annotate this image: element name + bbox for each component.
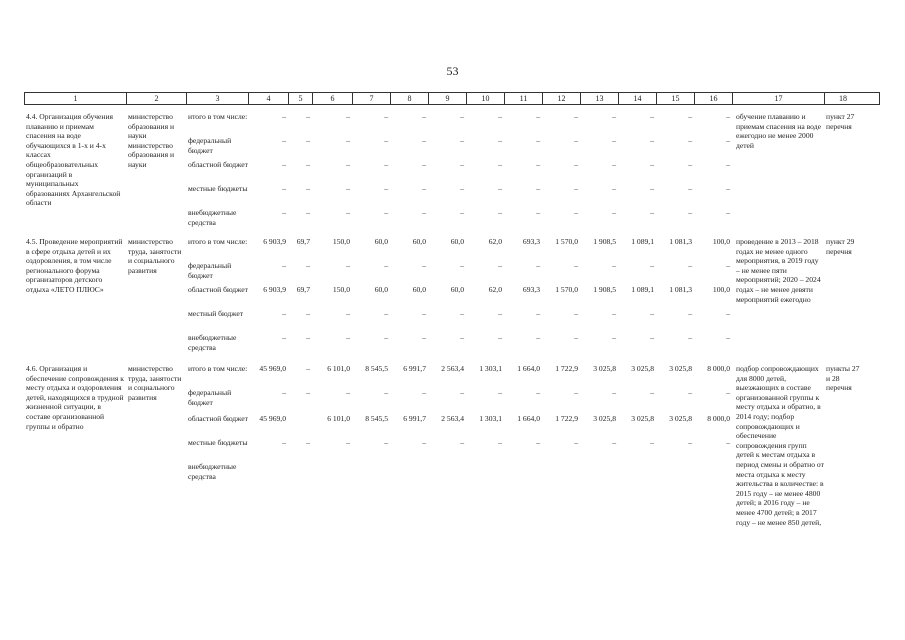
funding-value: 8 545,5	[365, 414, 388, 423]
funding-value: –	[460, 388, 464, 397]
funding-value: –	[282, 333, 286, 342]
funding-value: –	[574, 112, 578, 121]
header-cell-1: 1	[25, 93, 127, 104]
funding-value: –	[306, 333, 310, 342]
funding-value: –	[282, 160, 286, 169]
page-number: 53	[446, 64, 459, 78]
funding-value: 6 903,9	[263, 285, 286, 294]
funding-value: 1 664,0	[517, 364, 540, 373]
funding-value: –	[650, 438, 654, 447]
funding-value: –	[346, 261, 350, 270]
funding-value: –	[306, 261, 310, 270]
funding-source-label: итого в том числе:	[188, 364, 248, 373]
funding-value: –	[346, 388, 350, 397]
table-header-row	[24, 92, 880, 105]
funding-value: –	[726, 309, 730, 318]
header-cell-12: 12	[543, 93, 581, 104]
funding-value: 1 303,1	[479, 414, 502, 423]
funding-value: 693,3	[522, 237, 540, 246]
funding-value: –	[422, 333, 426, 342]
funding-value: –	[422, 208, 426, 217]
funding-value: 3 025,8	[593, 414, 616, 423]
funding-value: –	[536, 112, 540, 121]
funding-value: –	[612, 184, 616, 193]
funding-value: 2 563,4	[441, 414, 464, 423]
funding-value: 100,0	[712, 285, 730, 294]
activity-title: 4.6. Организация и обеспечение сопровождения к месту отдыха и оздоровления детей, находящихся в трудной жизненной ситуации, в составе организованной группы и обратно	[26, 364, 124, 431]
funding-value: –	[688, 388, 692, 397]
funding-value: 8 000,0	[707, 414, 730, 423]
result-text: подбор сопровождающих для 8000 детей, выезжающих в составе организованной группы к месту отдыха и обратно, в 2014 году; подбор сопровождающих и обеспечение сопровождения групп детей к местам отдыха в период смены и обратно от места отдыха к месту жительства в количестве: в 2015 году – не менее 4800 детей; в 2016 году – не менее 4700 детей; в 2017 году – не менее 850 детей,	[736, 364, 824, 527]
table-row-4.4	[24, 112, 880, 232]
funding-value: 1 908,5	[593, 237, 616, 246]
header-cell-17: 17	[733, 93, 825, 104]
funding-value: –	[574, 333, 578, 342]
funding-value: –	[612, 208, 616, 217]
funding-value: –	[346, 309, 350, 318]
funding-value: 1 089,1	[631, 285, 654, 294]
funding-value: –	[384, 309, 388, 318]
funding-value: –	[574, 136, 578, 145]
funding-value: –	[498, 438, 502, 447]
funding-value: –	[498, 208, 502, 217]
reference: пункты 27 и 28 перечня	[826, 364, 860, 393]
funding-value: 60,0	[412, 285, 426, 294]
header-cell-18: 18	[839, 94, 847, 103]
funding-value: –	[498, 112, 502, 121]
funding-value: –	[422, 438, 426, 447]
funding-value: 3 025,8	[669, 414, 692, 423]
funding-source-label: областной бюджет	[188, 285, 248, 294]
funding-value: –	[460, 309, 464, 318]
funding-source-label: федеральный бюджет	[188, 388, 232, 407]
funding-value: –	[574, 160, 578, 169]
funding-value: 1 570,0	[555, 237, 578, 246]
funding-value: –	[306, 438, 310, 447]
funding-value: 6 903,9	[263, 237, 286, 246]
funding-value: –	[498, 261, 502, 270]
funding-value: –	[612, 160, 616, 169]
funding-value: –	[536, 184, 540, 193]
funding-value: –	[574, 438, 578, 447]
funding-value: –	[422, 309, 426, 318]
funding-value: 1 081,3	[669, 237, 692, 246]
funding-value: –	[460, 438, 464, 447]
funding-value: –	[536, 438, 540, 447]
funding-value: –	[498, 136, 502, 145]
funding-value: –	[460, 112, 464, 121]
funding-value: –	[650, 160, 654, 169]
header-cell-2: 2	[127, 93, 187, 104]
funding-value: 69,7	[296, 237, 310, 246]
funding-value: –	[650, 136, 654, 145]
header-cell-5: 5	[289, 93, 313, 104]
header-cell-13: 13	[581, 93, 619, 104]
funding-value: –	[460, 136, 464, 145]
funding-source-label: внебюджетные средства	[188, 462, 237, 481]
funding-source-label: местный бюджет	[188, 309, 244, 318]
funding-value: –	[726, 136, 730, 145]
funding-value: 6 101,0	[327, 414, 350, 423]
funding-value: –	[306, 364, 310, 373]
funding-value: 3 025,8	[631, 364, 654, 373]
funding-value: 1 722,9	[555, 364, 578, 373]
funding-source-label: областной бюджет	[188, 414, 248, 423]
funding-value: –	[346, 208, 350, 217]
funding-value: –	[306, 160, 310, 169]
funding-value: –	[422, 388, 426, 397]
funding-source-label: федеральный бюджет	[188, 136, 232, 155]
funding-value: –	[650, 309, 654, 318]
funding-value: –	[726, 208, 730, 217]
funding-value: –	[346, 438, 350, 447]
funding-value: –	[422, 136, 426, 145]
funding-value: –	[726, 160, 730, 169]
funding-value: 60,0	[450, 285, 464, 294]
funding-value: –	[384, 136, 388, 145]
funding-value: 1 570,0	[555, 285, 578, 294]
funding-value: 3 025,8	[593, 364, 616, 373]
funding-value: –	[346, 136, 350, 145]
funding-value: –	[688, 208, 692, 217]
funding-value: –	[384, 261, 388, 270]
funding-value: –	[726, 184, 730, 193]
funding-value: 150,0	[332, 237, 350, 246]
funding-value: –	[306, 112, 310, 121]
result-text: проведение в 2013 – 2018 годах не менее одного мероприятия, в 2019 году – не менее пяти мероприятий; 2020 – 2024 годах – не менее девяти мероприятий ежегодно	[736, 237, 821, 304]
funding-source-label: местные бюджеты	[188, 438, 248, 447]
funding-value: –	[574, 309, 578, 318]
funding-value: –	[498, 388, 502, 397]
funding-value: –	[726, 261, 730, 270]
funding-value: –	[306, 184, 310, 193]
funding-value: –	[612, 388, 616, 397]
header-cell-7: 7	[353, 93, 391, 104]
header-cell-4: 4	[249, 93, 289, 104]
activity-title: 4.4. Организация обучения плаванию и приемам спасения на воде обучающихся в 1-х и 4-х классах общеобразовательных организаций в муниципальных образованиях Архангельской области	[26, 112, 121, 208]
funding-value: –	[282, 309, 286, 318]
funding-value: –	[282, 388, 286, 397]
funding-value: 60,0	[412, 237, 426, 246]
funding-value: –	[688, 261, 692, 270]
funding-value: –	[536, 208, 540, 217]
funding-value: –	[346, 333, 350, 342]
funding-value: –	[536, 388, 540, 397]
funding-value: –	[498, 333, 502, 342]
funding-value: –	[384, 438, 388, 447]
funding-source-label: итого в том числе:	[188, 112, 248, 121]
funding-value: –	[536, 309, 540, 318]
funding-value: –	[460, 160, 464, 169]
funding-value: –	[650, 333, 654, 342]
funding-value: 6 991,7	[403, 364, 426, 373]
funding-value: 69,7	[296, 285, 310, 294]
funding-value: –	[612, 309, 616, 318]
funding-value: –	[384, 160, 388, 169]
funding-value: 1 089,1	[631, 237, 654, 246]
funding-value: –	[498, 309, 502, 318]
funding-value: –	[688, 136, 692, 145]
funding-value: –	[460, 261, 464, 270]
funding-value: 62,0	[488, 285, 502, 294]
funding-value: –	[282, 438, 286, 447]
funding-value: 100,0	[712, 237, 730, 246]
funding-value: –	[726, 112, 730, 121]
funding-value: –	[384, 333, 388, 342]
executor: министерство труда, занятости и социального развития	[128, 237, 182, 275]
funding-value: –	[688, 333, 692, 342]
funding-value: –	[536, 136, 540, 145]
result-text: обучение плаванию и приемам спасения на воде ежегодно не менее 2000 детей	[736, 112, 821, 150]
funding-value: 45 969,0	[259, 414, 286, 423]
funding-value: –	[282, 184, 286, 193]
funding-value: –	[650, 112, 654, 121]
funding-value: –	[460, 333, 464, 342]
funding-value: –	[306, 309, 310, 318]
funding-value: –	[422, 261, 426, 270]
funding-value: –	[282, 261, 286, 270]
funding-value: 62,0	[488, 237, 502, 246]
funding-value: –	[422, 160, 426, 169]
funding-value: 1 664,0	[517, 414, 540, 423]
header-cell-9: 9	[429, 93, 467, 104]
funding-value: –	[536, 261, 540, 270]
funding-value: –	[688, 112, 692, 121]
funding-value: 150,0	[332, 285, 350, 294]
table-row-4.6	[24, 364, 880, 604]
funding-value: –	[688, 184, 692, 193]
funding-value: –	[612, 136, 616, 145]
funding-value: –	[612, 333, 616, 342]
funding-value: 6 101,0	[327, 364, 350, 373]
funding-value: –	[574, 208, 578, 217]
funding-value: –	[384, 388, 388, 397]
reference: пункт 27 перечня	[826, 112, 855, 131]
header-cell-10: 10	[467, 93, 505, 104]
funding-value: –	[650, 261, 654, 270]
funding-value: –	[460, 208, 464, 217]
funding-value: –	[536, 160, 540, 169]
funding-source-label: областной бюджет	[188, 160, 248, 169]
funding-value: –	[422, 184, 426, 193]
funding-value: 1 303,1	[479, 364, 502, 373]
header-cell-16: 16	[695, 93, 733, 104]
funding-value: –	[650, 208, 654, 217]
header-cell-8: 8	[391, 93, 429, 104]
funding-value: –	[688, 160, 692, 169]
funding-value: –	[422, 112, 426, 121]
funding-value: –	[726, 388, 730, 397]
funding-value: 1 081,3	[669, 285, 692, 294]
funding-source-label: внебюджетные средства	[188, 333, 237, 352]
funding-value: –	[536, 333, 540, 342]
funding-source-label: итого в том числе:	[188, 237, 248, 246]
funding-source-label: федеральный бюджет	[188, 261, 232, 280]
funding-value: –	[612, 112, 616, 121]
funding-value: –	[612, 261, 616, 270]
funding-value: 2 563,4	[441, 364, 464, 373]
funding-value: –	[282, 112, 286, 121]
header-cell-14: 14	[619, 93, 657, 104]
funding-value: 693,3	[522, 285, 540, 294]
funding-value: 60,0	[374, 285, 388, 294]
funding-source-label: местные бюджеты	[188, 184, 248, 193]
funding-value: –	[306, 136, 310, 145]
funding-value: –	[574, 184, 578, 193]
funding-value: –	[574, 261, 578, 270]
funding-value: –	[460, 184, 464, 193]
budget-table	[24, 92, 880, 527]
funding-value: –	[688, 438, 692, 447]
funding-value: –	[498, 184, 502, 193]
header-cell-15: 15	[657, 93, 695, 104]
funding-value: –	[346, 184, 350, 193]
funding-value: –	[650, 184, 654, 193]
funding-value: –	[650, 388, 654, 397]
funding-value: –	[282, 208, 286, 217]
funding-value: –	[574, 388, 578, 397]
funding-value: –	[726, 333, 730, 342]
funding-value: 60,0	[374, 237, 388, 246]
funding-value: 3 025,8	[631, 414, 654, 423]
funding-value: 1 722,9	[555, 414, 578, 423]
funding-value: 1 908,5	[593, 285, 616, 294]
funding-value: 6 991,7	[403, 414, 426, 423]
executor: министерство образования и науки министерство образования и науки	[128, 112, 175, 169]
reference: пункт 29 перечня	[826, 237, 855, 256]
header-cell-11: 11	[505, 93, 543, 104]
funding-value: –	[306, 388, 310, 397]
funding-value: –	[384, 112, 388, 121]
funding-value: –	[384, 208, 388, 217]
executor: министерство труда, занятости и социального развития	[128, 364, 182, 402]
funding-value: –	[688, 309, 692, 318]
funding-value: –	[346, 160, 350, 169]
funding-value: –	[306, 208, 310, 217]
funding-value: –	[282, 136, 286, 145]
funding-value: –	[346, 112, 350, 121]
activity-title: 4.5. Проведение мероприятий в сфере отдыха детей и их оздоровления, в том числе регионального форума организаторов детского отдыха «ЛЕТО ПЛЮС»	[26, 237, 123, 294]
header-cell-6: 6	[313, 93, 353, 104]
funding-value: 60,0	[450, 237, 464, 246]
funding-value: –	[498, 160, 502, 169]
funding-value: 8 000,0	[707, 364, 730, 373]
funding-value: –	[384, 184, 388, 193]
header-cell-3: 3	[187, 93, 249, 104]
funding-value: –	[726, 438, 730, 447]
funding-source-label: внебюджетные средства	[188, 208, 237, 227]
funding-value: 8 545,5	[365, 364, 388, 373]
table-row-4.5	[24, 237, 880, 359]
funding-value: 3 025,8	[669, 364, 692, 373]
funding-value: 45 969,0	[259, 364, 286, 373]
funding-value: –	[612, 438, 616, 447]
